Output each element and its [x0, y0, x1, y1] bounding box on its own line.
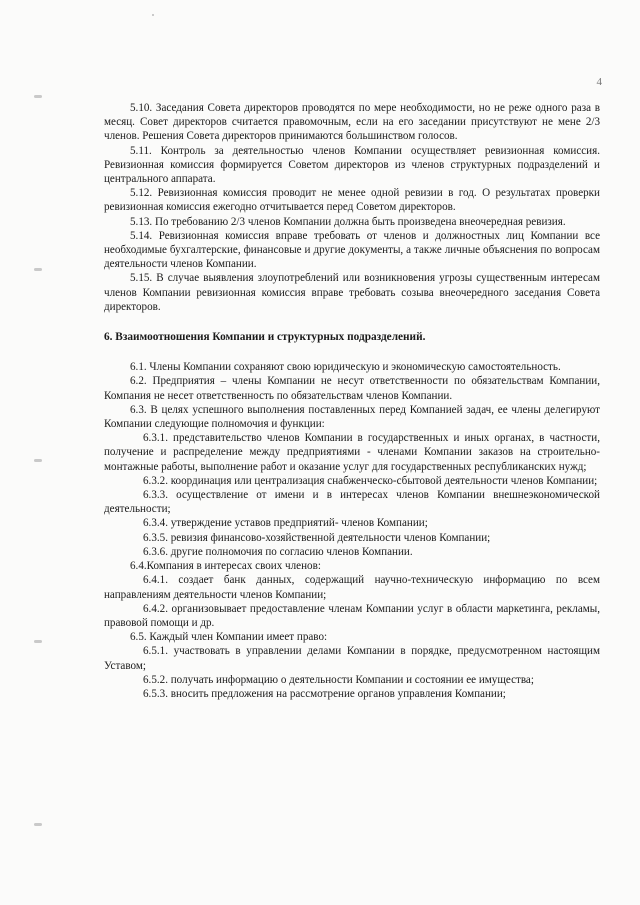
binding-mark — [34, 640, 42, 643]
paragraph-6-3: 6.3. В целях успешного выполнения поставленных перед Компанией задач, ее члены делегируют Компании следующие полномочия и функции: — [104, 403, 600, 431]
paragraph-6-2: 6.2. Предприятия – члены Компании не несут ответственности по обязательствам Компании, Компания не несет ответственность по обязательствам членов Компании. — [104, 375, 600, 402]
binding-mark — [34, 95, 42, 98]
paragraph-6-5: 6.5. Каждый член Компании имеет право: — [130, 631, 328, 644]
binding-mark — [34, 823, 42, 826]
paragraph-6-1: 6.1. Члены Компании сохраняют свою юридическую и экономическую самостоятельность. — [130, 361, 561, 374]
paragraph-6-4-2: 6.4.2. организовывает предоставление членам Компании услуг в области маркетинга, рекламы, правовой помощи и др. — [104, 602, 600, 629]
paragraph-6-3-1: 6.3.1. представительство членов Компании в государственных и иных органах, в частности, получение и распределение между предприятиями - членами Компании заказов на строительно-монтажные работы, выполнение работ и оказание услуг для государственных республиканских нужд; — [104, 432, 600, 473]
paragraph-5-10: 5.10. Заседания Совета директоров проводятся по мере необходимости, но не реже одного раза в месяц. Совет директоров считается правомочным, если на его заседании присутствуют не мене 2/3 членов. Решения Совета директоров принимаются большинством голосов. — [104, 102, 600, 143]
page-number: 4 — [596, 76, 602, 88]
document-body — [104, 101, 600, 701]
paragraph-6-4: 6.4.Компания в интересах своих членов: — [130, 560, 321, 573]
paragraph-5-13: 5.13. По требованию 2/3 членов Компании должна быть произведена внеочередная ревизия. — [130, 215, 566, 228]
scan-speck — [152, 14, 154, 16]
paragraph-5-12: 5.12. Ревизионная комиссия проводит не менее одной ревизии в год. О результатах проверки ревизионная комиссия ежегодно отчитывается перед Советом директоров. — [104, 187, 600, 214]
binding-mark — [34, 459, 42, 462]
paragraph-6-3-3: 6.3.3. осуществление от имени и в интересах членов Компании внешнеэкономической деятельности; — [104, 489, 600, 516]
paragraph-6-5-3: 6.5.3. вносить предложения на рассмотрение органов управления Компании; — [143, 687, 506, 700]
paragraph-5-11: 5.11. Контроль за деятельностью членов Компании осуществляет ревизионная комиссия. Ревизионная комиссия формируется Советом директоров из членов структурных подразделений и центрального аппарата. — [104, 144, 600, 186]
paragraph-6-5-2: 6.5.2. получать информацию о деятельности Компании и состоянии ее имущества; — [143, 673, 534, 686]
paragraph-6-3-6: 6.3.6. другие полномочия по согласию членов Компании. — [143, 545, 413, 558]
paragraph-6-3-4: 6.3.4. утверждение уставов предприятий- членов Компании; — [143, 517, 428, 530]
section-title: 6. Взаимоотношения Компании и структурных подразделений. — [104, 331, 426, 344]
paragraph-6-3-5: 6.3.5. ревизия финансово-хозяйственной деятельности членов Компании; — [143, 531, 491, 544]
paragraph-6-4-1: 6.4.1. создает банк данных, содержащий научно-техническую информацию по всем направлениям деятельности членов Компании; — [104, 574, 600, 601]
paragraph-5-15: 5.15. В случае выявления злоупотреблений или возникновения угрозы существенным интересам членов Компании ревизионная комиссия вправе требовать созыва внеочередного заседания Совета директоров. — [104, 272, 600, 313]
binding-mark — [34, 268, 42, 271]
paragraph-6-3-2: 6.3.2. координация или централизация снабженческо-сбытовой деятельности членов Компании; — [143, 474, 598, 487]
paragraph-6-5-1: 6.5.1. участвовать в управлении делами Компании в порядке, предусмотренном настоящим Уставом; — [104, 645, 600, 672]
paragraph-5-14: 5.14. Ревизионная комиссия вправе требовать от членов и должностных лиц Компании все необходимые бухгалтерские, финансовые и другие документы, а также личные объяснения по вопросам деятельности членов Компании. — [104, 229, 600, 271]
